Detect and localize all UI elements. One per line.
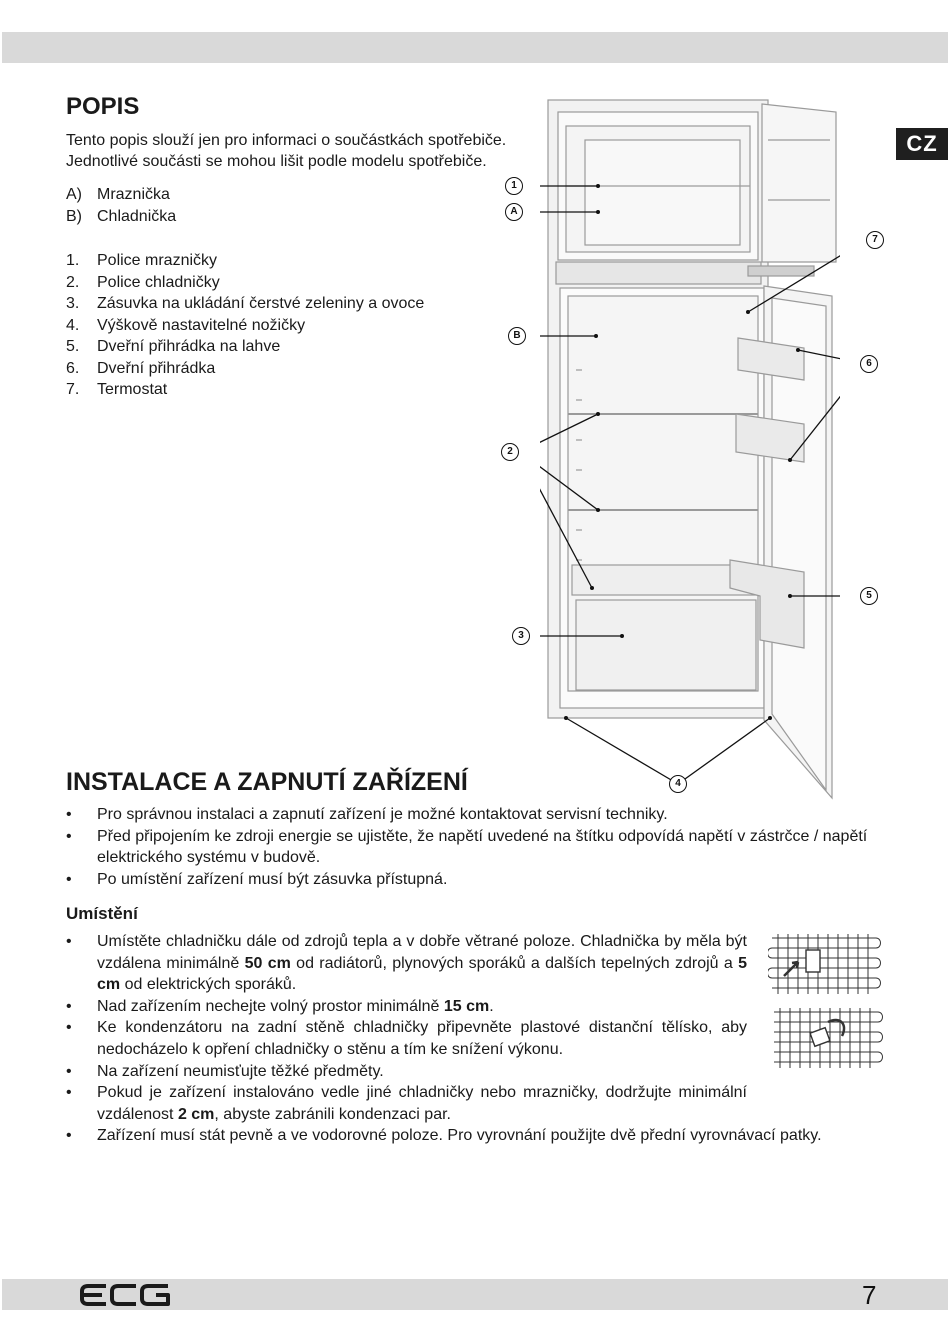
callout-marker: 1 bbox=[505, 177, 523, 195]
list-item: B) Chladnička bbox=[66, 207, 177, 225]
page-number: 7 bbox=[862, 1280, 877, 1310]
callout-marker: 5 bbox=[860, 587, 878, 605]
list-item: 4. Výškově nastavitelné nožičky bbox=[66, 316, 306, 334]
condenser-grid-top bbox=[768, 934, 881, 994]
callout-marker: 4 bbox=[669, 775, 687, 793]
list-item: 2. Police chladničky bbox=[66, 273, 220, 291]
header-bar bbox=[2, 32, 948, 63]
list-item: • Po umístění zařízení musí být zásuvka přístupná. bbox=[66, 870, 448, 888]
section-title-instalace: INSTALACE A ZAPNUTÍ ZAŘÍZENÍ bbox=[66, 768, 468, 796]
list-item: • Před připojením ke zdroji energie se ujistěte, že napětí uvedené na štítku odpovídá napětí v zástrčce / napětí elektrického systému v budově. bbox=[66, 827, 868, 867]
callout-marker: 7 bbox=[866, 231, 884, 249]
list-item: 1. Police mrazničky bbox=[66, 252, 218, 269]
list-item: • Pro správnou instalaci a zapnutí zařízení je možné kontaktovat servisní techniky. bbox=[66, 806, 668, 823]
list-item: • Umístěte chladničku dále od zdrojů tepla a v dobře větrané poloze. Chladnička by měla být vzdálena minimálně 50 cm od radiátorů, plynových sporáků a dalších tepelných zdrojů a 5 cm od elektrických sporáků. bbox=[66, 933, 747, 994]
list-item: • Zařízení musí stát pevně a ve vodorovné poloze. Pro vyrovnání použijte dvě přední vyrovnávací patky. bbox=[66, 1127, 822, 1145]
list-item: 5. Dveřní přihrádka na lahve bbox=[66, 338, 281, 355]
list-item: • Nad zařízením nechejte volný prostor minimálně 15 cm. bbox=[66, 997, 494, 1015]
list-item: 7. Termostat bbox=[66, 381, 168, 398]
instalace-list bbox=[66, 804, 896, 890]
list-item: • Pokud je zařízení instalováno vedle jiné chladničky nebo mrazničky, dodržujte minimální vzdálenost 2 cm, abyste zabránili kondenzaci par. bbox=[66, 1084, 747, 1123]
list-item: • Na zařízení neumisťujte těžké předměty. bbox=[66, 1062, 384, 1080]
list-item: 3. Zásuvka na ukládání čerstvé zeleniny a ovoce bbox=[66, 295, 425, 312]
callout-marker: 2 bbox=[501, 443, 519, 461]
list-item: 6. Dveřní přihrádka bbox=[66, 359, 216, 377]
condenser-spacer-illustration bbox=[768, 932, 886, 1074]
section-title-popis: POPIS bbox=[66, 93, 140, 120]
callout-marker: A bbox=[505, 203, 523, 221]
intro-line: Jednotlivé součásti se mohou lišit podle modelu spotřebiče. bbox=[66, 153, 487, 170]
language-badge: CZ bbox=[896, 128, 948, 160]
parts-list bbox=[66, 250, 424, 401]
intro-line: Tento popis slouží jen pro informaci o součástkách spotřebiče. bbox=[66, 132, 507, 149]
list-item: A) Mraznička bbox=[66, 186, 170, 203]
ecg-logo bbox=[80, 1282, 172, 1308]
condenser-grid-bottom bbox=[774, 1008, 883, 1068]
fridge-body bbox=[548, 100, 836, 798]
sections-list bbox=[66, 184, 176, 227]
callout-marker: 6 bbox=[860, 355, 878, 373]
popis-intro bbox=[66, 130, 506, 172]
callout-marker: 3 bbox=[512, 627, 530, 645]
fridge-diagram bbox=[540, 96, 840, 806]
subsection-title-umisteni: Umístění bbox=[66, 904, 138, 923]
callout-marker: B bbox=[508, 327, 526, 345]
list-item: • Ke kondenzátoru na zadní stěně chladničky připevněte plastové distanční tělísko, aby nedocházelo k opření chladničky o stěnu a tím ke snížení výkonu. bbox=[66, 1019, 747, 1058]
